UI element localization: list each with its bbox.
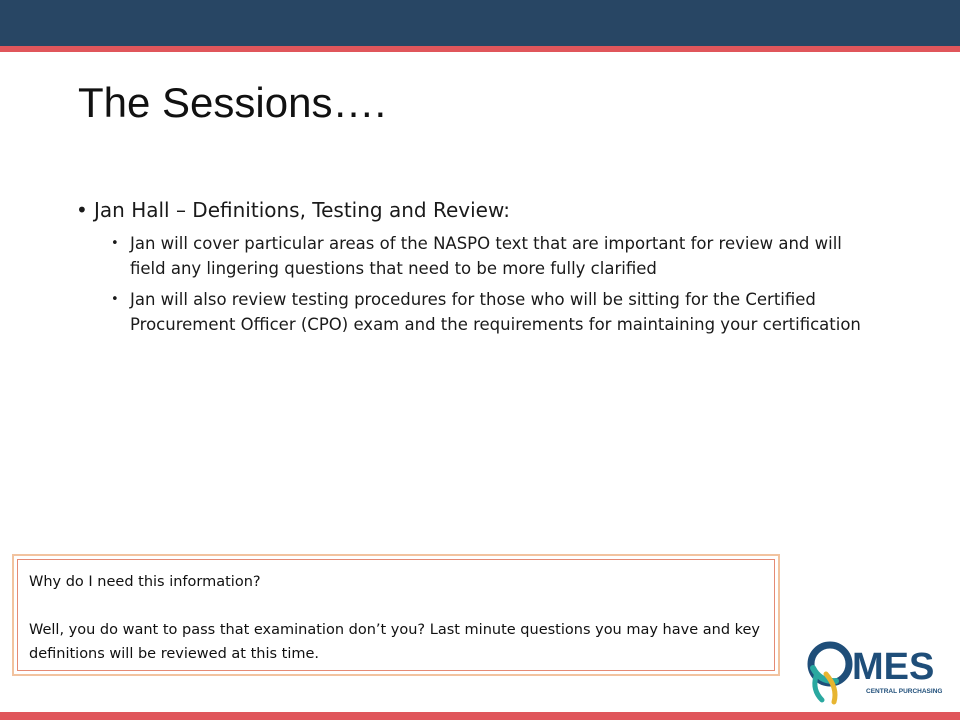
sub-bullet-item	[108, 232, 874, 281]
header-accent-stripe	[0, 46, 960, 52]
sub-bullet-list	[108, 232, 874, 337]
footer-accent-stripe	[0, 712, 960, 720]
sub-bullet-item	[108, 288, 874, 337]
logo-tagline: CENTRAL PURCHASING	[866, 688, 943, 695]
callout-box	[12, 554, 780, 676]
logo-wordmark: MES	[852, 646, 935, 688]
omes-q-logo-icon	[800, 638, 950, 706]
callout-content	[17, 559, 775, 671]
bullet-item	[74, 198, 874, 222]
bullet-text: Jan Hall – Definitions, Testing and Review:	[94, 198, 510, 222]
header-bar	[0, 0, 960, 46]
slide-body	[74, 198, 874, 344]
callout-answer: Well, you do want to pass that examination don’t you? Last minute questions you may have and key definitions will be reviewed at this time.	[29, 622, 761, 662]
sub-bullet-text: Jan will cover particular areas of the NASPO text that are important for review and will field any lingering questions that need to be more fully clarified	[130, 234, 842, 278]
sub-bullet-icon: •	[111, 292, 119, 307]
sub-bullet-icon: •	[111, 236, 119, 251]
bullet-icon: •	[76, 198, 88, 222]
sub-bullet-text: Jan will also review testing procedures for those who will be sitting for the Certified Procurement Officer (CPO) exam and the requirements for maintaining your certification	[130, 290, 861, 334]
slide-title: The Sessions….	[78, 79, 387, 126]
callout-question: Why do I need this information?	[29, 574, 261, 590]
